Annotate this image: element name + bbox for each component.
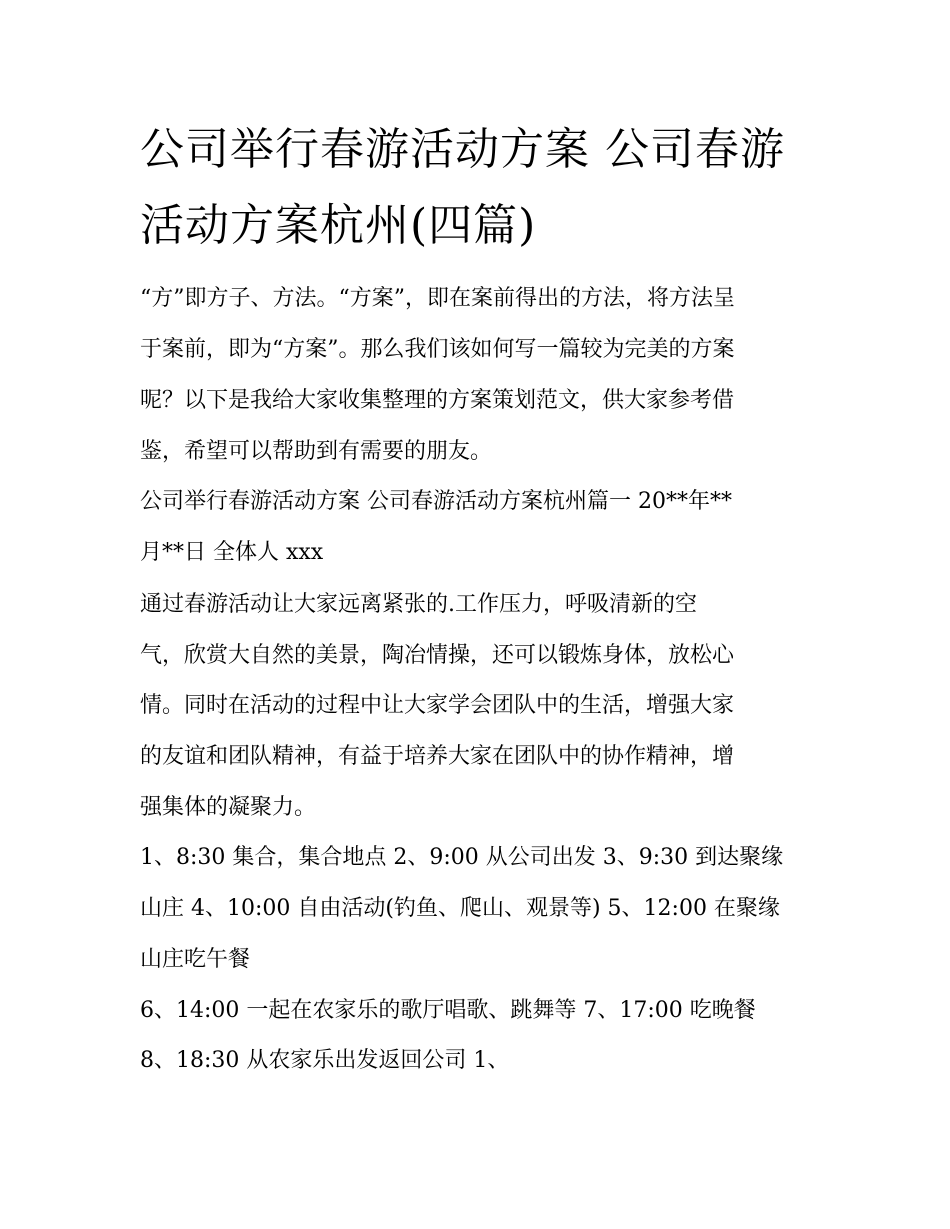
purpose-line-4: 的友谊和团队精神，有益于培养大家在团队中的协作精神，增 bbox=[140, 744, 735, 769]
schedule-line-4: 6、14:00 一起在农家乐的歌厅唱歌、跳舞等 7、17:00 吃晚餐 bbox=[140, 998, 756, 1023]
purpose-line-5: 强集体的凝聚力。 bbox=[140, 795, 317, 820]
purpose-line-1: 通过春游活动让大家远离紧张的.工作压力，呼吸清新的空 bbox=[140, 592, 697, 617]
intro-line-1: “方”即方子、方法。“方案”，即在案前得出的方法，将方法呈 bbox=[140, 286, 735, 311]
intro-line-3: 呢？以下是我给大家收集整理的方案策划范文，供大家参考借 bbox=[140, 388, 735, 413]
schedule-line-2: 山庄 4、10:00 自由活动(钓鱼、爬山、观景等) 5、12:00 在聚缘 bbox=[140, 896, 780, 921]
intro-line-4: 鉴，希望可以帮助到有需要的朋友。 bbox=[140, 439, 493, 464]
purpose-line-2: 气，欣赏大自然的美景，陶冶情操，还可以锻炼身体，放松心 bbox=[140, 643, 735, 668]
schedule-line-3: 山庄吃午餐 bbox=[140, 947, 251, 972]
purpose-line-3: 情。同时在活动的过程中让大家学会团队中的生活，增强大家 bbox=[140, 693, 735, 718]
intro-line-2: 于案前，即为“方案”。那么我们该如何写一篇较为完美的方案 bbox=[140, 337, 735, 362]
schedule-line-1: 1、8:30 集合，集合地点 2、9:00 从公司出发 3、9:30 到达聚缘 bbox=[140, 845, 784, 870]
schedule-line-5: 8、18:30 从农家乐出发返回公司 1、 bbox=[140, 1048, 510, 1073]
document-title: 公司举行春游活动方案 公司春游活动方案杭州(四篇) bbox=[140, 124, 785, 251]
section-heading-line-1: 公司举行春游活动方案 公司春游活动方案杭州篇一 20**年** bbox=[140, 489, 732, 514]
section-heading-line-2: 月**日 全体人 xxx bbox=[140, 540, 324, 565]
